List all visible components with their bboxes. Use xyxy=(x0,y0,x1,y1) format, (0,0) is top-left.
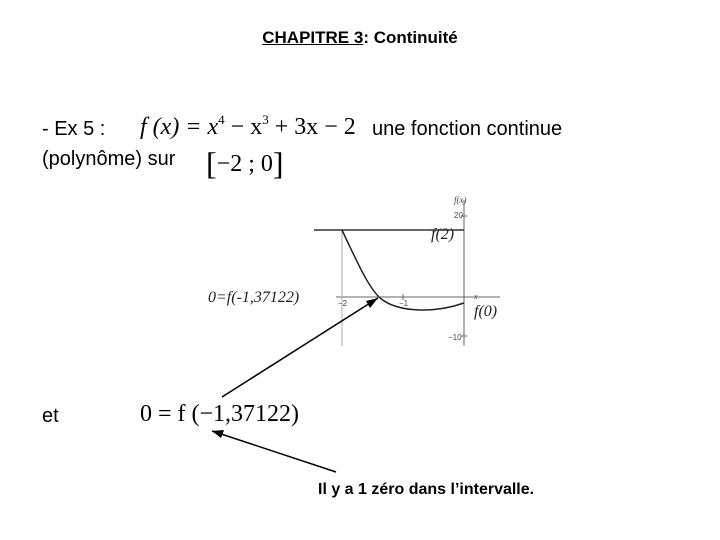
bracket-left: [ xyxy=(206,145,217,181)
arrow-to-graph xyxy=(222,298,378,397)
bracket-right: ] xyxy=(272,145,284,181)
label-f0: f(0) xyxy=(474,303,498,320)
function-description: une fonction continue xyxy=(372,118,563,140)
function-minus-x: − x xyxy=(224,114,263,140)
title-chapter: CHAPITRE 3 xyxy=(262,28,364,47)
label-f2: f(2) xyxy=(431,226,455,243)
x-tick-minus1-label: −1 xyxy=(399,299,409,308)
interval-values: −2 ; 0 xyxy=(216,151,273,177)
y-tick-top-label: 20 xyxy=(454,211,463,220)
arrowhead-graph xyxy=(366,298,378,308)
conclusion-text: Il y a 1 zéro dans l’intervalle. xyxy=(318,481,535,498)
zero-equation: 0 = f (−1,37122) xyxy=(140,401,300,427)
exponent-3: 3 xyxy=(262,112,269,127)
y-axis-label: f(x) xyxy=(454,195,467,205)
arrowhead-equation xyxy=(212,430,224,438)
et-label: et xyxy=(42,405,59,427)
function-lhs: f (x) = x xyxy=(140,114,219,140)
exercise-label: - Ex 5 : xyxy=(42,118,106,140)
function-rest: + 3x − 2 xyxy=(268,114,356,140)
domain-prefix: (polynôme) sur xyxy=(42,148,176,170)
title-suffix: : Continuité xyxy=(363,28,458,47)
exponent-4: 4 xyxy=(218,112,225,127)
x-axis-label: x xyxy=(474,292,478,301)
label-zero-point: 0=f(-1,37122) xyxy=(208,289,300,306)
y-tick-bottom-label: −10 xyxy=(448,333,462,342)
arrow-to-conclusion xyxy=(212,431,336,472)
x-tick-minus2-label: −2 xyxy=(338,299,348,308)
